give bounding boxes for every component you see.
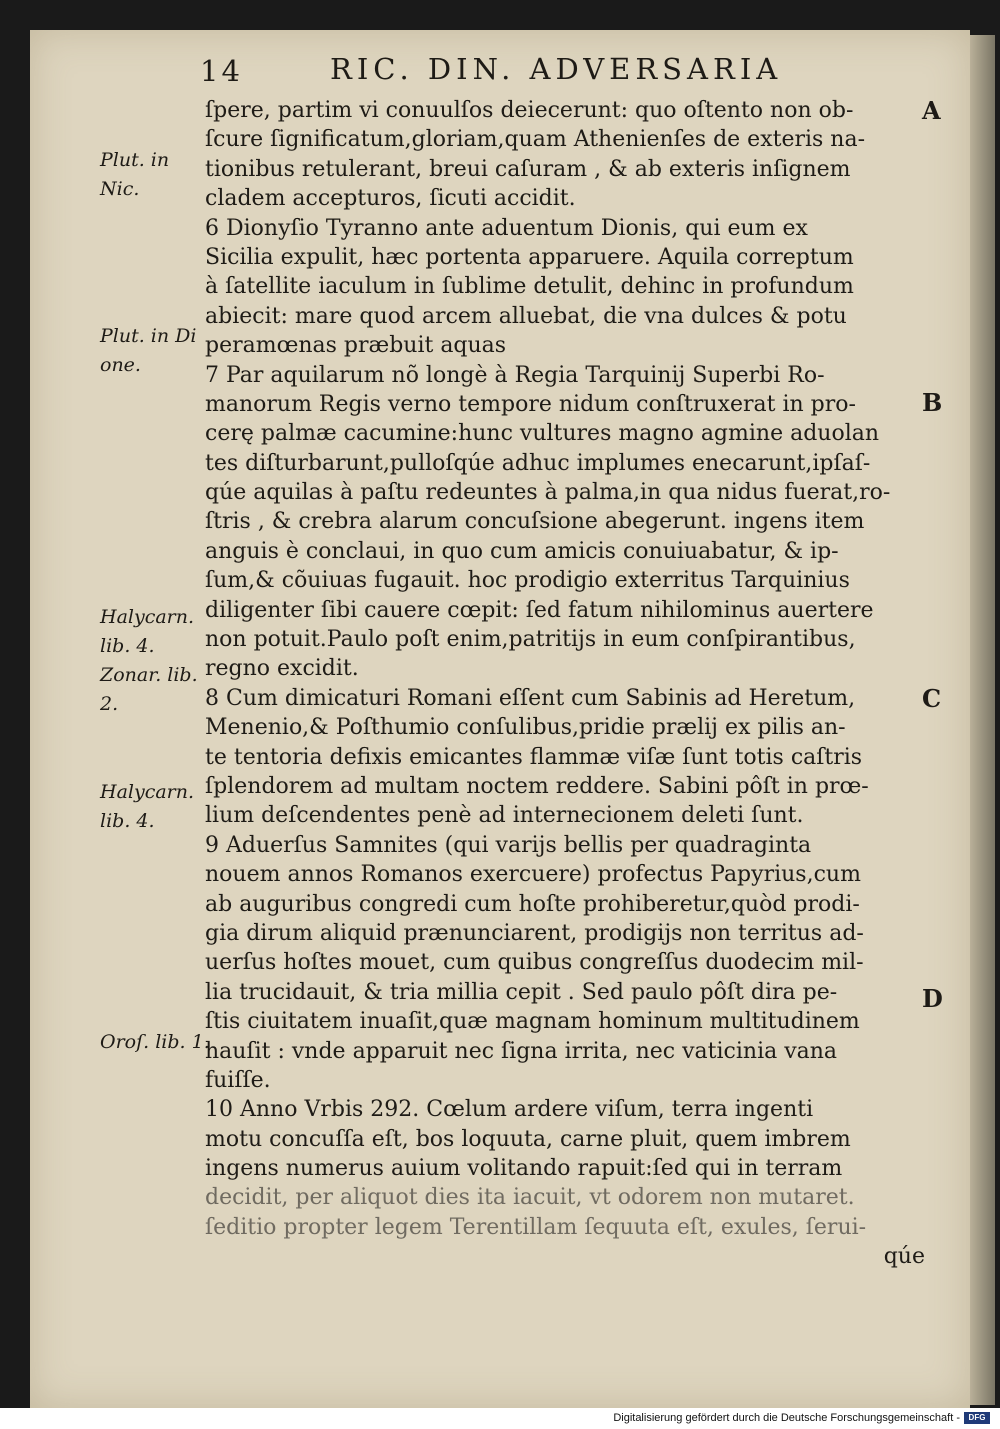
margin-note-line: Halycarn.: [100, 781, 195, 803]
text-line: Sicilia expulit, hæc portenta apparuere. Aquila correptum: [205, 244, 854, 270]
text-line: tes diſturbarunt,pulloſqúe adhuc implumes enecarunt,ipſaſ-: [205, 450, 871, 476]
text-line: fuiſſe.: [205, 1067, 271, 1093]
margin-note-line: Plut. in Di: [100, 325, 197, 347]
dfg-logo: DFG: [964, 1412, 990, 1424]
running-head: [200, 52, 920, 92]
margin-note-line: lib. 4.: [100, 635, 155, 657]
text-line: ſplendorem ad multam noctem reddere. Sabini pôſt in prœ-: [205, 773, 869, 799]
margin-note-line: lib. 4.: [100, 810, 155, 832]
margin-note: [100, 322, 205, 380]
text-line: 10 Anno Vrbis 292. Cœlum ardere viſum, terra ingenti: [205, 1097, 814, 1123]
section-letter: B: [922, 388, 943, 417]
text-line: motu concuſſa eſt, bos loquuta, carne pluit, quem imbrem: [205, 1126, 851, 1152]
margin-note: [100, 778, 205, 836]
section-letter: C: [922, 684, 942, 713]
text-line: ſeditio propter legem Terentillam ſequuta eſt, exules, ſerui-: [205, 1214, 867, 1240]
text-line: peramœnas præbuit aquas: [205, 333, 507, 359]
margin-note: [100, 661, 205, 719]
margin-note-line: Plut. in: [100, 149, 170, 171]
section-letter: D: [922, 984, 943, 1013]
margin-note-line: one.: [100, 354, 141, 376]
catchword: qúe: [883, 1244, 925, 1270]
text-line: abiecit: mare quod arcem alluebat, die vna dulces & potu: [205, 303, 847, 329]
text-line: à ſatellite iaculum in ſublime detulit, dehinc in profundum: [205, 274, 854, 300]
text-line: ingens numerus auium volitando rapuit:ſed qui in terram: [205, 1156, 843, 1182]
page-number: 14: [200, 54, 243, 88]
text-line: decidit, per aliquot dies ita iacuit, vt odorem non mutaret.: [205, 1185, 855, 1211]
main-text: [205, 96, 925, 1272]
text-line: regno excidit.: [205, 656, 359, 682]
text-line: 9 Aduerſus Samnites (qui varijs bellis per quadraginta: [205, 832, 812, 858]
margin-note-line: Nic.: [100, 178, 140, 200]
margin-note-line: Zonar. lib.: [100, 664, 198, 686]
text-line: lium deſcendentes penè ad internecionem deleti ſunt.: [205, 803, 804, 829]
text-line: nouem annos Romanos exercuere) profectus Papyrius,cum: [205, 862, 861, 888]
text-line: qúe aquilas à paſtu redeuntes à palma,in qua nidus fuerat,ro-: [205, 480, 891, 506]
text-line: ſpere, partim vi conuulſos deiecerunt: quo oſtento non ob-: [205, 98, 854, 123]
footer-credit: Digitalisierung gefördert durch die Deutsche Forschungsgemeinschaft -: [613, 1412, 960, 1424]
text-line: 6 Dionyſio Tyranno ante aduentum Dionis, qui eum ex: [205, 215, 808, 241]
text-line: ſtis ciuitatem inuaſit,quæ magnam hominum multitudinem: [205, 1009, 860, 1035]
running-title: RIC. DIN. ADVERSARIA: [330, 52, 783, 86]
margin-note: [100, 146, 205, 204]
margin-note-line: 2.: [100, 693, 119, 715]
text-line: ab auguribus congredi cum hoſte prohiberetur,quòd prodi-: [205, 891, 860, 917]
text-line: 8 Cum dimicaturi Romani eſſent cum Sabinis ad Heretum,: [205, 685, 856, 711]
digitization-footer: [0, 1408, 1000, 1429]
text-line: lia trucidauit, & tria millia cepit . Sed paulo pôſt dira pe-: [205, 979, 838, 1005]
margin-note: [100, 603, 205, 661]
text-line: ſcure ſignificatum,gloriam,quam Athenienſes de exteris na-: [205, 127, 866, 153]
margin-note-line: Oroſ. lib. 1.: [100, 1031, 210, 1053]
text-line: ſtris , & crebra alarum concuſsione abegerunt. ingens item: [205, 509, 865, 535]
text-line: anguis è conclaui, in quo cum amicis conuiuabatur, & ip-: [205, 538, 839, 564]
margin-note: [100, 1028, 210, 1057]
text-line: tionibus retulerant, breui caſuram , & ab exteris inſignem: [205, 156, 851, 182]
text-line: hauſit : vnde apparuit nec ſigna irrita, nec vaticinia vana: [205, 1038, 838, 1064]
text-line: Menenio,& Poſthumio conſulibus,pridie prælij ex pilis an-: [205, 715, 846, 741]
text-line: diligenter ſibi cauere cœpit: ſed fatum nihilominus auertere: [205, 597, 874, 623]
text-line: te tentoria defixis emicantes flammæ viſæ ſunt totis caſtris: [205, 744, 863, 770]
margin-note-line: Halycarn.: [100, 606, 195, 628]
text-line: cladem accepturos, ſicuti accidit.: [205, 186, 576, 212]
text-line: manorum Regis verno tempore nidum conſtruxerat in pro-: [205, 391, 856, 417]
text-line: uerſus hoſtes mouet, cum quibus congreſſus duodecim mil-: [205, 950, 864, 976]
section-letter: A: [922, 96, 941, 125]
text-line: non potuit.Paulo poſt enim,patritijs in eum conſpirantibus,: [205, 627, 856, 653]
text-line: gia dirum aliquid prænunciarent, prodigijs non territus ad-: [205, 920, 864, 946]
text-line: 7 Par aquilarum nõ longè à Regia Tarquinij Superbi Ro-: [205, 362, 825, 388]
text-line: cerę palmæ cacumine:hunc vultures magno agmine aduolan: [205, 421, 880, 447]
text-line: ſum,& cõuiuas fugauit. hoc prodigio exterritus Tarquinius: [205, 568, 850, 594]
